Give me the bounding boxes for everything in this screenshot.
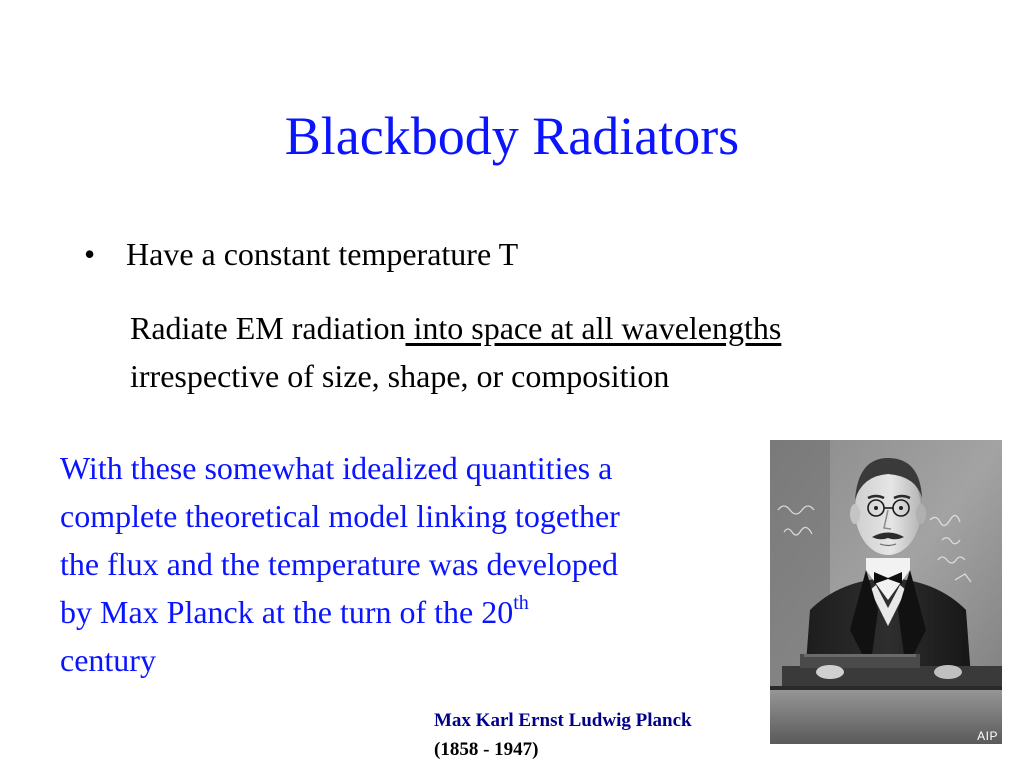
planck-paragraph-line-4 xyxy=(60,588,770,636)
sub-paragraph-underlined-text: into space at all wavelengths xyxy=(405,310,782,346)
caption-dates: (1858 - 1947) xyxy=(434,739,539,760)
portrait-illustration xyxy=(770,440,1002,744)
sub-paragraph-line-1 xyxy=(130,304,970,352)
bullet-marker: • xyxy=(84,236,96,272)
sub-paragraph-plain-text: Radiate EM radiation xyxy=(130,310,406,346)
planck-paragraph-line-1: With these somewhat idealized quantities a xyxy=(60,450,613,486)
aip-watermark: AIP xyxy=(977,729,998,743)
slide-title: Blackbody Radiators xyxy=(284,106,740,166)
ordinal-superscript: th xyxy=(513,592,529,614)
bullet-text: Have a constant temperature T xyxy=(126,236,519,272)
photo-caption xyxy=(434,706,692,764)
planck-paragraph-line-4-text: by Max Planck at the turn of the 20 xyxy=(60,594,514,630)
planck-paragraph xyxy=(60,444,770,684)
caption-name: Max Karl Ernst Ludwig Planck xyxy=(434,710,692,731)
sub-paragraph-line-2: irrespective of size, shape, or composition xyxy=(130,358,670,394)
bullet-item xyxy=(84,230,518,278)
planck-portrait-image xyxy=(770,440,1002,744)
planck-paragraph-line-3: the flux and the temperature was developed xyxy=(60,546,618,582)
sub-paragraph xyxy=(130,304,970,400)
planck-paragraph-line-2: complete theoretical model linking together xyxy=(60,498,620,534)
planck-paragraph-line-5: century xyxy=(60,642,156,678)
